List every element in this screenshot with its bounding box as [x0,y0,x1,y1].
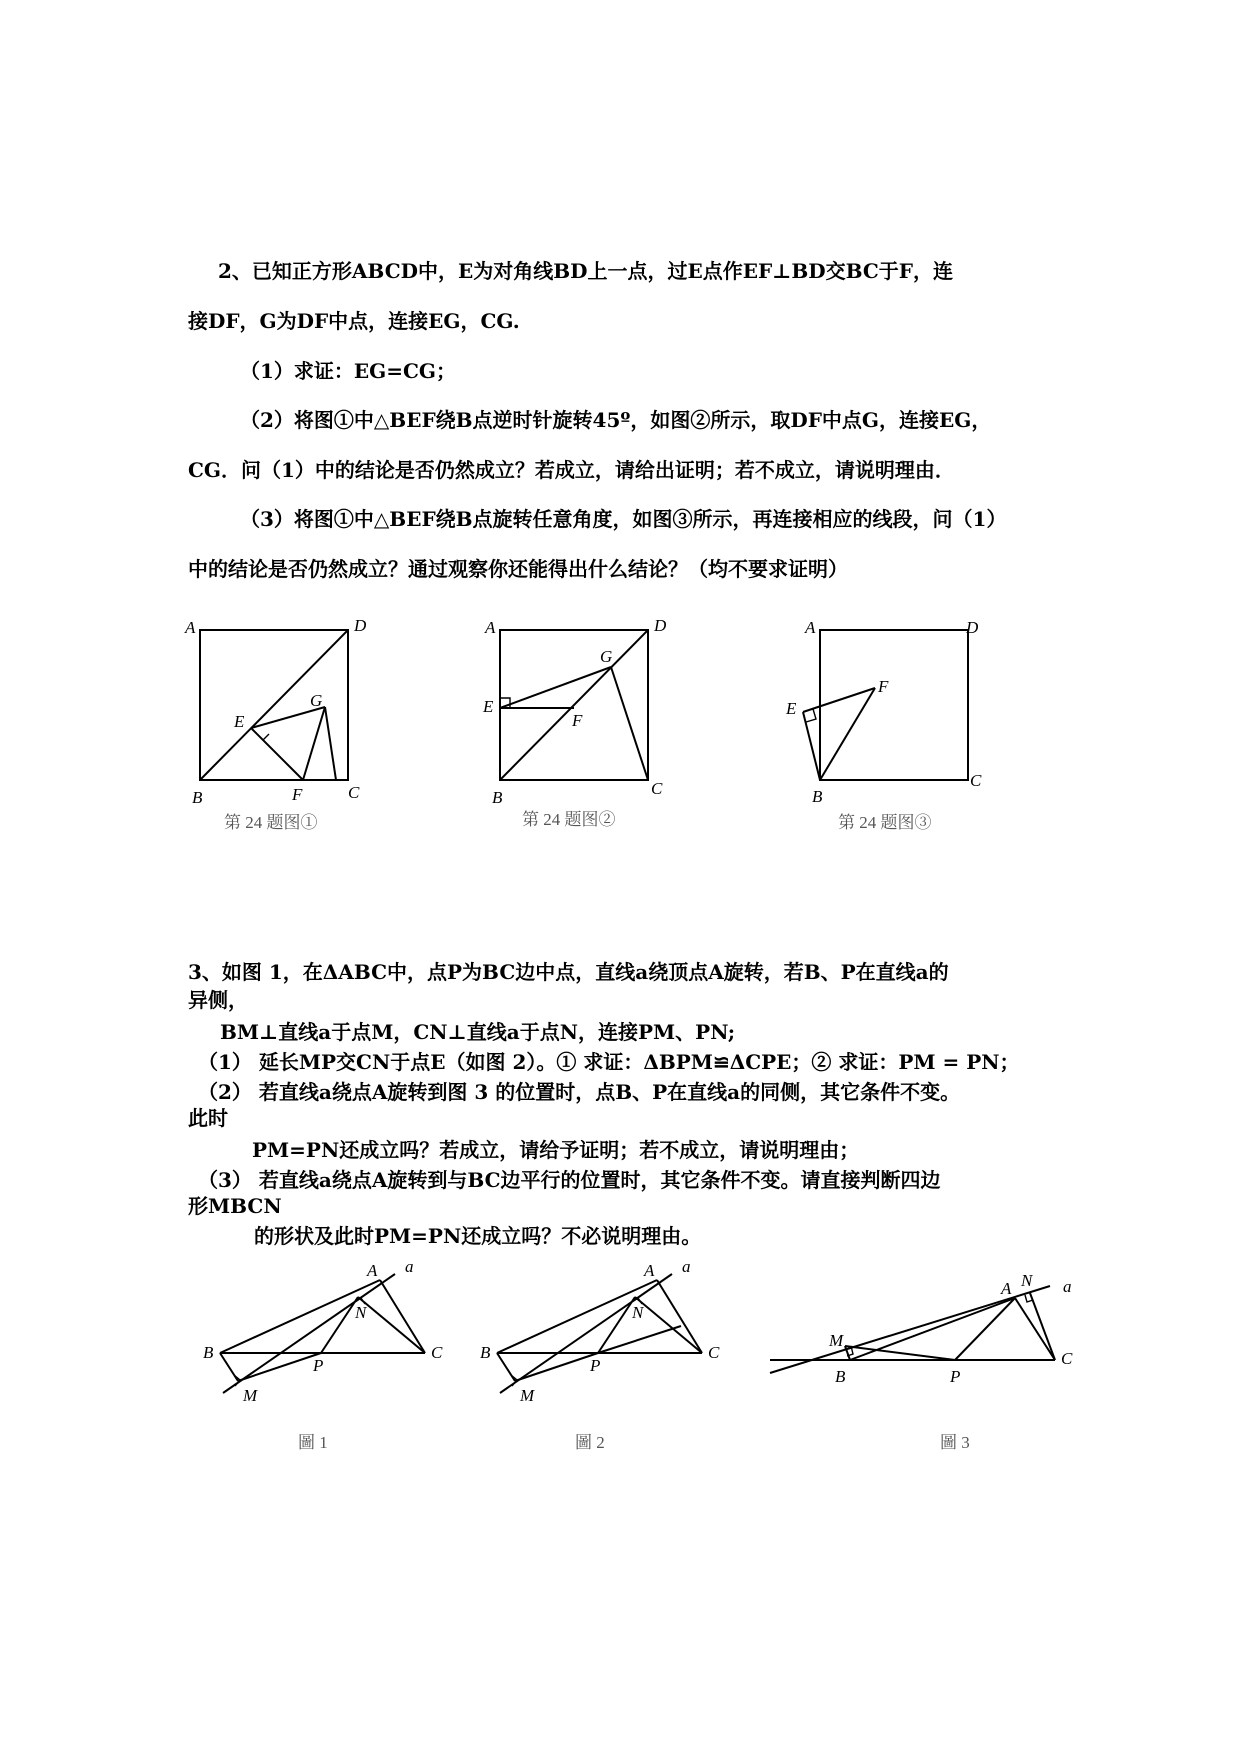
label-P: P [590,1356,601,1375]
label-B: B [812,787,823,806]
p2-caption-2: 第 24 题图② [522,810,616,829]
label-B: B [480,1343,491,1362]
p3-line-1: 3、如图 1，在ΔABC中，点P为BC边中点，直线a绕顶点A旋转，若B、P在直线a的 [188,960,949,984]
p3-figure-2 [472,1258,732,1428]
label-A: A [485,618,496,637]
label-C: C [970,771,982,790]
label-C: C [651,779,663,798]
p3-line-8: （3） 若直线a绕点A旋转到与BC边平行的位置时，其它条件不变。请直接判断四边 [198,1168,941,1192]
p3-line-9: 形MBCN [188,1194,282,1218]
p3-caption-3: 圖 3 [940,1433,970,1452]
label-E: E [234,712,245,731]
p3-figure-3 [765,1258,1085,1428]
label-N: N [355,1303,367,1322]
label-B: B [203,1343,214,1362]
label-F: F [878,677,889,696]
p2-line-1: 2、已知正方形ABCD中，E为对角线BD上一点，过E点作EF⊥BD交BC于F，连 [218,259,953,283]
label-A: A [644,1261,655,1280]
label-M: M [829,1331,844,1350]
label-G: G [310,691,323,710]
label-A: A [367,1261,378,1280]
p2-line-5: CG．问（1）中的结论是否仍然成立？若成立，请给出证明；若不成立，请说明理由． [188,458,955,482]
label-C: C [1061,1349,1073,1368]
p2-figure-3 [786,618,990,810]
p3-line-6: 此时 [188,1106,228,1130]
p2-line-6: （3）将图①中△BEF绕B点旋转任意角度，如图③所示，再连接相应的线段，问（1） [240,507,1007,531]
label-N: N [632,1303,644,1322]
label-A: A [805,618,816,637]
p2-figure-2 [480,616,680,810]
label-M: M [243,1386,258,1405]
label-M: M [520,1386,535,1405]
label-B: B [835,1367,846,1386]
label-a: a [682,1257,691,1276]
p2-line-2: 接DF，G为DF中点，连接EG，CG. [188,309,520,333]
label-a: a [405,1257,414,1276]
label-E: E [786,699,797,718]
label-B: B [192,788,203,807]
label-P: P [950,1367,961,1386]
p2-caption-3: 第 24 题图③ [838,813,932,832]
p2-line-4: （2）将图①中△BEF绕B点逆时针旋转45º，如图②所示，取DF中点G，连接EG， [240,408,992,432]
label-N: N [1021,1271,1033,1290]
label-F: F [292,785,303,804]
label-F: F [572,711,583,730]
p2-figure-1 [180,616,380,810]
p3-line-3: BM⊥直线a于点M，CN⊥直线a于点N，连接PM、PN; [220,1020,736,1044]
label-C: C [431,1343,443,1362]
label-A: A [1001,1279,1012,1298]
p2-line-7: 中的结论是否仍然成立？通过观察你还能得出什么结论？（均不要求证明） [188,557,848,581]
label-D: D [966,618,979,637]
p3-line-4: （1） 延长MP交CN于点E（如图 2）。① 求证：ΔBPM≌ΔCPE；② 求证：PM = PN； [198,1050,1020,1074]
label-D: D [654,616,667,635]
p2-line-3: （1）求证：EG=CG； [240,359,456,383]
label-E: E [483,697,494,716]
label-C: C [708,1343,720,1362]
p3-caption-2: 圖 2 [575,1433,605,1452]
label-C: C [348,783,360,802]
p3-line-10: 的形状及此时PM=PN还成立吗？不必说明理由。 [254,1224,702,1248]
label-G: G [600,647,613,666]
label-B: B [492,788,503,807]
p3-figure-1 [195,1258,455,1428]
label-a: a [1063,1277,1072,1296]
p3-line-5: （2） 若直线a绕点A旋转到图 3 的位置时，点B、P在直线a的同侧，其它条件不变。 [198,1080,961,1104]
label-P: P [313,1356,324,1375]
p3-caption-1: 圖 1 [298,1433,328,1452]
label-A: A [185,618,196,637]
p3-line-2: 异侧， [188,988,248,1012]
p3-line-7: PM=PN还成立吗？若成立，请给予证明；若不成立，请说明理由； [252,1138,860,1162]
p2-caption-1: 第 24 题图① [224,813,318,832]
label-D: D [354,616,367,635]
